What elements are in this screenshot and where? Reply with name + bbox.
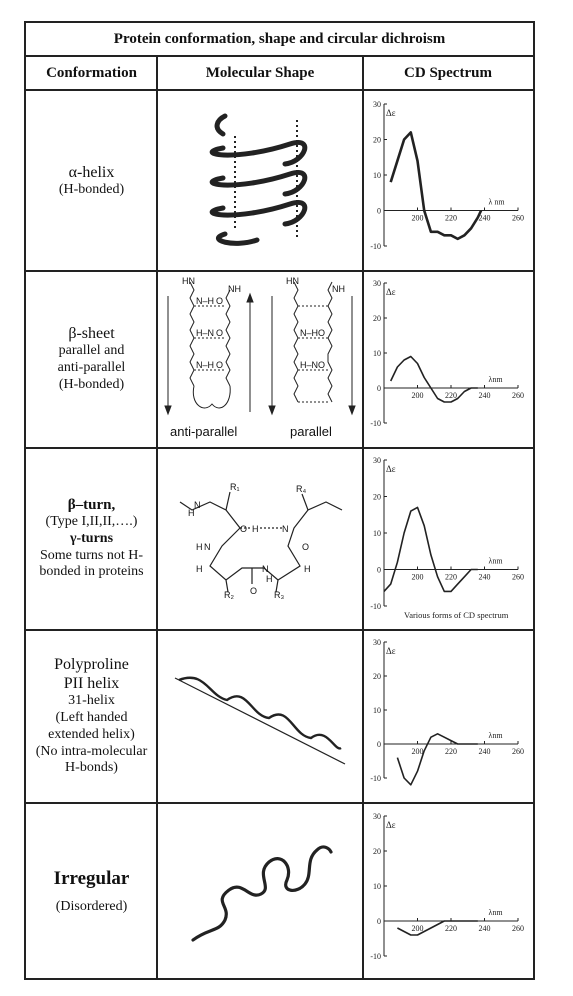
x-axis-label: λnm	[488, 907, 503, 917]
y-axis-label: Δε	[386, 646, 396, 656]
x-tick-label: 240	[478, 923, 491, 933]
x-axis-label: λnm	[488, 375, 503, 384]
svg-text:NH: NH	[228, 284, 241, 294]
cd-spectrum-polyproline	[363, 630, 533, 802]
row-beta-turn	[26, 448, 157, 629]
conformation-note: parallel and	[58, 343, 125, 359]
table	[24, 21, 535, 980]
y-axis-label: Δε	[386, 819, 396, 830]
y-tick-label: 20	[373, 135, 381, 144]
x-tick-label: 260	[512, 923, 524, 933]
cd-spectrum-beta-sheet	[363, 271, 533, 447]
parallel-label: parallel	[290, 424, 332, 439]
irregular-shape	[157, 803, 363, 980]
alpha-helix-shape	[157, 91, 363, 270]
helix-drawing	[195, 106, 325, 256]
svg-text:N: N	[282, 523, 289, 534]
cd-chart	[366, 634, 530, 798]
y-tick-label: -10	[370, 601, 381, 611]
conformation-name: Irregular	[53, 867, 130, 889]
y-tick-label: 10	[373, 706, 381, 715]
svg-text:N: N	[262, 563, 269, 574]
svg-text:HN: HN	[286, 276, 299, 286]
svg-text:H: H	[266, 573, 273, 584]
y-tick-label: 10	[373, 349, 381, 358]
svg-text:H: H	[196, 541, 203, 552]
polyproline-shape	[157, 630, 363, 802]
conformation-name: PII helix	[63, 675, 120, 692]
x-tick-label: 200	[411, 213, 424, 222]
beta-sheet-drawing	[160, 274, 360, 444]
y-tick-label: 20	[373, 672, 381, 681]
x-tick-label: 260	[512, 213, 524, 222]
x-tick-label: 240	[478, 572, 491, 581]
y-tick-label: 30	[373, 99, 381, 109]
svg-text:O: O	[240, 523, 248, 534]
y-tick-label: 30	[373, 279, 381, 288]
cd-curve	[384, 507, 478, 591]
y-tick-label: 30	[373, 455, 381, 465]
cd-curve	[391, 357, 478, 403]
y-tick-label: 0	[377, 565, 381, 574]
x-tick-label: 220	[445, 572, 457, 581]
x-axis-label: λnm	[488, 556, 503, 565]
table-title: Protein conformation, shape and circular dichroism	[26, 23, 533, 57]
conformation-note: extended helix)	[48, 726, 135, 742]
svg-text:O: O	[216, 296, 224, 306]
y-tick-label: -10	[370, 951, 381, 961]
y-tick-label: -10	[370, 774, 381, 783]
cd-curve	[397, 921, 477, 935]
x-tick-label: 260	[512, 391, 524, 400]
conformation-name: γ-turns	[69, 530, 114, 546]
y-tick-label: 0	[377, 916, 381, 926]
cd-curve	[391, 132, 481, 239]
svg-text:O: O	[216, 328, 224, 338]
y-tick-label: 0	[377, 206, 381, 215]
y-tick-label: -10	[370, 241, 381, 251]
cd-chart	[366, 275, 530, 443]
svg-text:O: O	[216, 360, 224, 370]
conformation-note: (Left handed	[55, 709, 128, 725]
cd-note: Various forms of CD spectrum	[404, 609, 509, 620]
svg-text:N–H: N–H	[196, 296, 215, 306]
x-tick-label: 200	[411, 572, 424, 581]
anti-parallel-label: anti-parallel	[170, 424, 238, 439]
svg-text:R₁: R₁	[230, 481, 240, 492]
svg-text:R₂: R₂	[224, 589, 234, 600]
svg-text:HN: HN	[182, 276, 195, 286]
conformation-note: (H-bonded)	[58, 181, 125, 197]
svg-text:H: H	[304, 563, 311, 574]
conformation-note: anti-parallel	[57, 360, 126, 376]
conformation-note: bonded in proteins	[39, 564, 144, 580]
x-axis-label: λnm	[488, 731, 503, 740]
cd-spectrum-alpha-helix	[363, 91, 533, 270]
y-tick-label: 0	[377, 384, 381, 393]
y-tick-label: 30	[373, 638, 381, 647]
conformation-note: 31-helix	[68, 693, 115, 709]
svg-text:H: H	[188, 507, 195, 518]
conformation-note: (Type I,II,II,….)	[45, 513, 138, 529]
cd-spectrum-beta-turn	[363, 448, 533, 629]
conformation-note: (No intra-molecular	[35, 743, 148, 759]
conformation-note: (H-bonded)	[58, 376, 125, 392]
svg-text:N–H: N–H	[196, 360, 215, 370]
x-tick-label: 240	[478, 747, 491, 756]
svg-text:O: O	[318, 360, 326, 370]
x-tick-label: 260	[512, 572, 524, 581]
svg-text:N: N	[204, 541, 211, 552]
row-beta-sheet	[26, 271, 157, 447]
y-axis-label: Δε	[386, 287, 396, 297]
conformation-note: Some turns not H-	[39, 547, 144, 563]
header-cd-spectrum: CD Spectrum	[363, 57, 533, 91]
conformation-name: Polyproline	[54, 655, 129, 673]
x-tick-label: 220	[445, 923, 457, 933]
x-tick-label: 240	[478, 391, 491, 400]
svg-text:O: O	[302, 541, 310, 552]
header-conformation: Conformation	[26, 57, 157, 91]
svg-text:O: O	[250, 585, 258, 596]
svg-text:R₃: R₃	[274, 589, 285, 600]
cd-curve	[397, 734, 477, 785]
svg-text:H: H	[252, 523, 259, 534]
conformation-note: H-bonds)	[65, 760, 118, 776]
x-tick-label: 200	[411, 747, 424, 756]
beta-turn-drawing	[170, 474, 350, 604]
row-alpha-helix	[26, 91, 157, 270]
conformation-note: (Disordered)	[55, 898, 128, 914]
svg-text:H–N: H–N	[300, 360, 319, 370]
y-tick-label: 10	[373, 881, 381, 891]
row-polyproline	[26, 630, 157, 802]
random-coil-drawing	[185, 832, 335, 952]
y-tick-label: 10	[373, 528, 381, 538]
y-axis-label: Δε	[386, 463, 396, 474]
y-tick-label: 30	[373, 811, 381, 821]
cd-spectrum-irregular	[363, 803, 533, 980]
header-molecular-shape: Molecular Shape	[157, 57, 363, 91]
svg-text:R₄: R₄	[296, 483, 307, 494]
x-tick-label: 200	[411, 923, 424, 933]
svg-text:H: H	[196, 563, 203, 574]
svg-text:N–H: N–H	[300, 328, 319, 338]
x-tick-label: 200	[411, 391, 424, 400]
x-tick-label: 220	[445, 213, 457, 222]
x-axis-label: λ nm	[488, 197, 505, 206]
y-tick-label: -10	[370, 419, 381, 428]
beta-sheet-shape	[157, 271, 363, 447]
svg-text:O: O	[318, 328, 326, 338]
x-tick-label: 220	[445, 391, 457, 400]
y-axis-label: Δε	[386, 107, 396, 118]
y-tick-label: 20	[373, 846, 381, 856]
cd-chart	[366, 808, 530, 976]
y-tick-label: 20	[373, 314, 381, 323]
x-tick-label: 240	[478, 213, 491, 222]
row-irregular	[26, 803, 157, 980]
x-tick-label: 260	[512, 747, 524, 756]
conformation-name: β–turn,	[67, 496, 116, 513]
svg-text:H–N: H–N	[196, 328, 215, 338]
y-tick-label: 10	[373, 170, 381, 180]
conformation-name: α-helix	[68, 163, 115, 181]
polyproline-drawing	[165, 656, 355, 776]
cd-chart	[366, 96, 530, 266]
x-tick-label: 220	[445, 747, 457, 756]
beta-turn-shape	[157, 448, 363, 629]
y-tick-label: 20	[373, 492, 381, 501]
svg-text:NH: NH	[332, 284, 345, 294]
svg-text:N: N	[194, 499, 201, 510]
conformation-name: β-sheet	[68, 325, 115, 343]
cd-chart	[366, 452, 530, 626]
y-tick-label: 0	[377, 740, 381, 749]
